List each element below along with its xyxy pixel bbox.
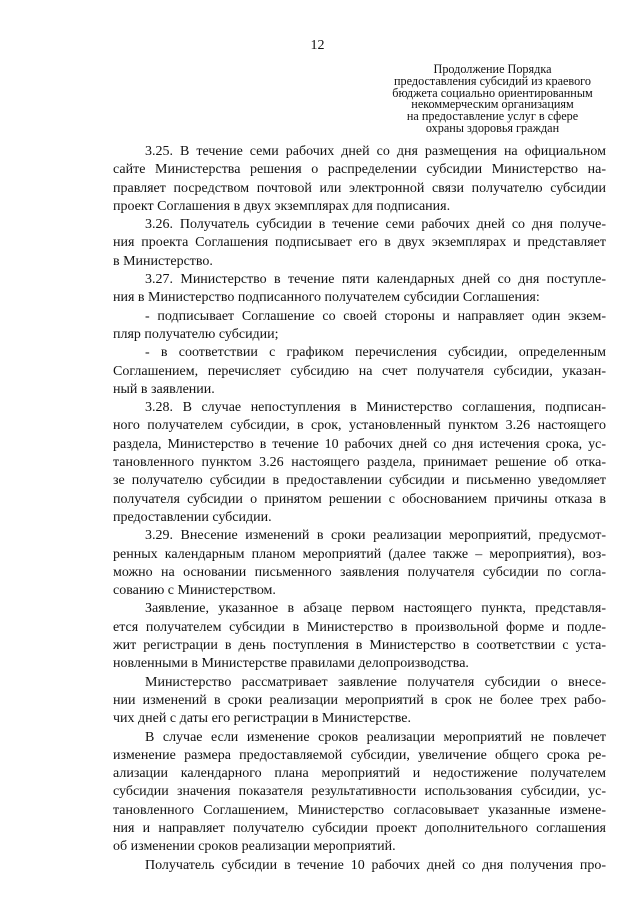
text-line: Министерство рассматривает заявление получателя субсидии о внесе-	[145, 674, 606, 690]
text-line: - в соответствии с графиком перечисления субсидии, определенным	[145, 345, 606, 361]
text-line: новленными в Министерстве правилами делопроизводства.	[113, 656, 469, 672]
text-line: тановленного Соглашением, Министерство согласовывает указанные измене-	[113, 802, 606, 818]
text-line: Соглашением, перечисляет субсидию на счет получателя субсидии, указан-	[113, 363, 606, 379]
text-line: ного получателем субсидии, в срок, установленный пунктом 3.26 настоящего	[113, 418, 606, 434]
header-line: охраны здоровья граждан	[425, 120, 560, 135]
header-line: некоммерческим организациям	[411, 97, 574, 112]
page-number: 12	[310, 38, 325, 53]
text-line: субсидии значения показателя результативности использования субсидии, ус-	[113, 784, 606, 800]
text-line: раздела, Министерство в течение 10 рабочих дней со дня истечения срока, ус-	[113, 436, 606, 452]
header-line: предоставления субсидий из краевого	[394, 73, 591, 88]
text-line: изменение размера предоставляемой субсидии, увеличение общего срока ре-	[113, 747, 606, 763]
text-line: - подписывает Соглашение со своей стороны и направляет один экзем-	[145, 308, 606, 324]
text-line: проект Соглашения в двух экземплярах для подписания.	[113, 198, 451, 214]
header-line: бюджета социально ориентированным	[392, 85, 593, 100]
text-line: 3.27. Министерство в течение пяти календарных дней со дня поступле-	[145, 272, 606, 288]
text-line: Получатель субсидии в течение 10 рабочих дней со дня получения про-	[145, 857, 606, 873]
text-line: Заявление, указанное в абзаце первом настоящего пункта, представля-	[145, 601, 606, 617]
text-line: нии изменений в сроки реализации мероприятий в срок не более трех рабо-	[113, 692, 606, 708]
text-line: в Министерство.	[113, 253, 213, 269]
header-line: Продолжение Порядка	[433, 62, 552, 76]
text-line: ренных календарным планом мероприятий (далее также – мероприятия), воз-	[113, 546, 606, 562]
header-line: на предоставление услуг в сфере	[406, 109, 579, 124]
text-line: получателя субсидии о принятом решении с обоснованием причины отказа в	[113, 491, 606, 507]
text-line: ния в Министерство подписанного получателем субсидии Соглашения:	[113, 290, 540, 306]
text-line: 3.26. Получатель субсидии в течение семи рабочих дней со дня получе-	[145, 217, 606, 233]
text-line: об изменении сроков реализации мероприятий.	[113, 839, 396, 855]
text-line: ется получателем субсидии в Министерство в произвольной форме и подле-	[113, 619, 606, 635]
text-line: зе получателю субсидии в предоставлении субсидии и письменно уведомляет	[113, 473, 606, 489]
text-line: ния и направляет получателю субсидии проект дополнительного соглашения	[113, 820, 606, 836]
text-line: жит регистрации в день поступления в Министерство в соответствии с уста-	[113, 638, 606, 654]
text-line: предоставлении субсидии.	[113, 509, 272, 525]
text-line: тановленного пунктом 3.26 настоящего раздела, принимает решение об отка-	[113, 455, 606, 471]
document-header	[380, 64, 605, 135]
text-line: можно на основании письменного заявления получателя субсидии по согла-	[113, 564, 606, 580]
text-line: чих дней с даты его регистрации в Министерстве.	[113, 711, 411, 727]
text-line: сованию с Министерством.	[113, 583, 276, 599]
document-body	[113, 143, 606, 875]
text-line: ния проекта Соглашения подписывает его в двух экземплярах и представляет	[113, 235, 606, 251]
text-line: пляр получателю субсидии;	[113, 326, 279, 342]
text-line: 3.28. В случае непоступления в Министерство соглашения, подписан-	[145, 400, 606, 416]
text-line: ный в заявлении.	[113, 381, 215, 397]
text-line: сайте Министерства решения о распределении субсидии Министерство на-	[113, 162, 606, 178]
text-line: ализации календарного плана мероприятий и недостижение получателем	[113, 766, 606, 782]
text-line: правляет посредством почтовой или электронной связи получателю субсидии	[113, 180, 606, 196]
text-line: 3.29. Внесение изменений в сроки реализации мероприятий, предусмот-	[145, 528, 606, 544]
text-line: В случае если изменение сроков реализации мероприятий не повлечет	[145, 729, 606, 745]
text-line: 3.25. В течение семи рабочих дней со дня размещения на официальном	[145, 144, 606, 159]
